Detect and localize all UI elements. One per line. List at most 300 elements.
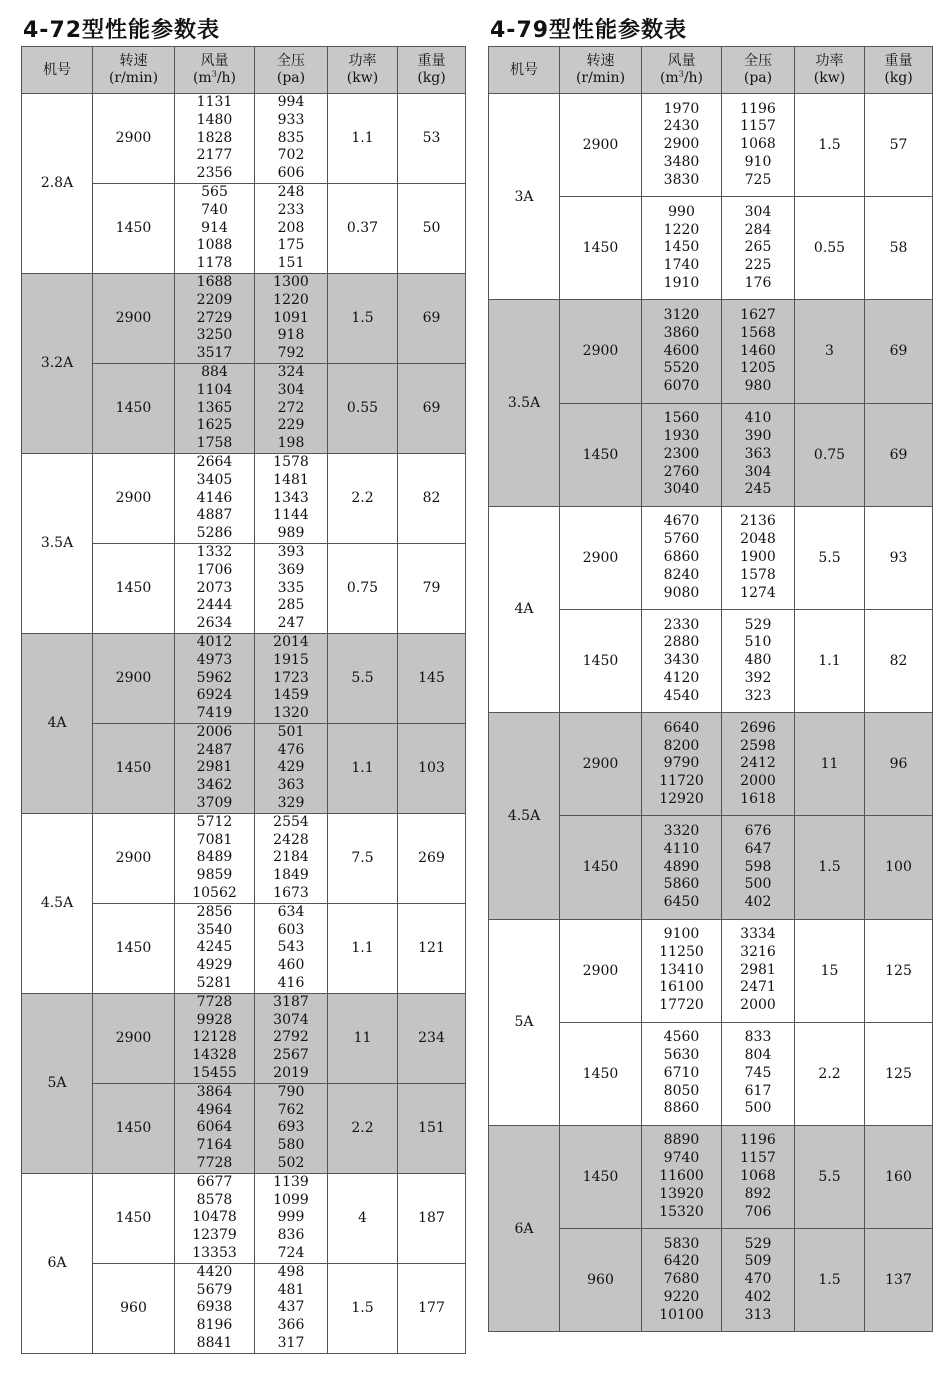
flow-value: 4560 [663, 1029, 700, 1046]
pressure-value: 502 [277, 1155, 305, 1172]
pressure-value: 1618 [740, 790, 776, 807]
flow-value: 3430 [663, 652, 700, 669]
pressure-value: 999 [277, 1209, 305, 1226]
pressure-value: 1915 [273, 651, 309, 668]
flow-cell [642, 94, 722, 197]
header-weight: 重量 (kg) [865, 47, 933, 94]
weight-cell: 58 [865, 197, 933, 300]
pressure-value: 529 [744, 1235, 772, 1252]
pressure-value: 724 [277, 1245, 305, 1261]
header-row [489, 47, 933, 94]
pressure-value: 598 [744, 858, 772, 875]
flow-value: 11720 [659, 773, 704, 790]
pressure-value: 1196 [740, 100, 776, 117]
flow-cell [642, 1022, 722, 1125]
table-row [22, 633, 466, 723]
flow-value: 2729 [196, 309, 233, 326]
pressure-value: 792 [277, 345, 305, 362]
pressure-value: 323 [744, 687, 772, 704]
power-cell: 1.5 [795, 816, 865, 919]
flow-value: 14328 [192, 1047, 237, 1064]
pressure-value: 1568 [740, 324, 776, 341]
pressure-cell [255, 1083, 328, 1173]
flow-value: 13920 [659, 1185, 704, 1202]
pressure-value: 176 [744, 274, 772, 291]
flow-value: 4890 [663, 858, 700, 875]
flow-value: 1625 [196, 417, 233, 434]
pressure-value: 363 [277, 777, 305, 794]
flow-value: 5760 [663, 531, 700, 548]
flow-cell [642, 713, 722, 816]
flow-value: 9220 [663, 1289, 700, 1306]
flow-value: 1706 [196, 561, 233, 578]
weight-cell: 137 [865, 1229, 933, 1332]
flow-value: 3250 [196, 327, 233, 344]
pressure-value: 2412 [740, 755, 776, 772]
pressure-value: 762 [277, 1101, 305, 1118]
header-speed: 转速 (r/min) [93, 47, 175, 94]
table-row [22, 273, 466, 363]
speed-cell: 2900 [93, 453, 175, 543]
speed-cell: 1450 [560, 403, 642, 506]
performance-table-4-79 [488, 46, 933, 1332]
pressure-value: 1723 [273, 669, 309, 686]
pressure-value: 2136 [740, 513, 776, 530]
flow-value: 6860 [663, 548, 700, 565]
flow-value: 8890 [663, 1132, 700, 1149]
header-power: 功率 (kw) [795, 47, 865, 94]
weight-cell: 82 [865, 609, 933, 712]
pressure-value: 1139 [273, 1173, 309, 1190]
weight-cell: 100 [865, 816, 933, 919]
flow-cell [642, 506, 722, 609]
pressure-value: 1578 [740, 566, 776, 583]
flow-value: 740 [201, 201, 228, 218]
flow-value: 2856 [196, 903, 233, 920]
flow-cell [642, 816, 722, 919]
flow-cell [642, 919, 722, 1022]
pressure-value: 835 [277, 129, 305, 146]
pressure-value: 1205 [740, 360, 776, 377]
pressure-value: 3216 [740, 943, 776, 960]
flow-value: 12128 [192, 1029, 237, 1046]
power-cell: 11 [795, 713, 865, 816]
power-cell: 5.5 [795, 506, 865, 609]
flow-value: 1758 [196, 435, 233, 452]
weight-cell: 125 [865, 1022, 933, 1125]
flow-value: 5679 [196, 1281, 233, 1298]
pressure-value: 2184 [273, 849, 309, 866]
flow-value: 914 [201, 219, 228, 236]
pressure-value: 892 [744, 1185, 772, 1202]
flow-value: 15320 [659, 1203, 704, 1220]
speed-cell: 1450 [93, 903, 175, 993]
flow-value: 1740 [663, 257, 700, 274]
power-cell: 1.5 [328, 273, 398, 363]
model-cell: 6A [22, 1173, 93, 1353]
flow-value: 8240 [663, 566, 700, 583]
model-cell: 5A [22, 993, 93, 1173]
speed-cell: 1450 [560, 1125, 642, 1228]
flow-value: 2634 [196, 615, 233, 632]
pressure-value: 543 [277, 939, 305, 956]
flow-value: 9790 [663, 755, 700, 772]
flow-value: 8200 [663, 737, 700, 754]
pressure-cell [255, 633, 328, 723]
flow-value: 4110 [663, 840, 700, 857]
flow-value: 12920 [659, 790, 704, 807]
pressure-value: 510 [744, 634, 772, 651]
flow-value: 1930 [663, 427, 700, 444]
header-weight: 重量 (kg) [398, 47, 466, 94]
table-title: 4-72型性能参数表 [23, 18, 221, 43]
pressure-cell [255, 723, 328, 813]
flow-cell [175, 94, 255, 184]
flow-value: 1131 [196, 94, 233, 110]
pressure-value: 1849 [273, 867, 309, 884]
pressure-value: 2598 [740, 737, 776, 754]
flow-value: 8489 [196, 849, 233, 866]
flow-cell [175, 993, 255, 1083]
weight-cell: 160 [865, 1125, 933, 1228]
flow-value: 3540 [196, 921, 233, 938]
flow-value: 1332 [196, 543, 233, 560]
pressure-value: 410 [744, 410, 772, 427]
pressure-value: 175 [277, 237, 305, 254]
flow-value: 2664 [196, 453, 233, 470]
speed-cell: 2900 [560, 94, 642, 197]
flow-value: 13410 [659, 961, 704, 978]
flow-value: 1104 [196, 381, 233, 398]
speed-cell: 1450 [93, 723, 175, 813]
pressure-value: 392 [744, 669, 772, 686]
power-cell: 5.5 [795, 1125, 865, 1228]
model-cell: 4A [489, 506, 560, 712]
table-row [489, 713, 933, 816]
power-cell: 1.5 [328, 1263, 398, 1353]
flow-value: 4540 [663, 687, 700, 704]
flow-cell [175, 813, 255, 903]
header-pressure: 全压 (pa) [255, 47, 328, 94]
pressure-value: 329 [277, 795, 305, 812]
flow-cell [642, 609, 722, 712]
flow-value: 2356 [196, 165, 233, 182]
pressure-value: 498 [277, 1263, 305, 1280]
pressure-value: 706 [744, 1203, 772, 1220]
flow-value: 2487 [196, 741, 233, 758]
pressure-value: 265 [744, 239, 772, 256]
flow-value: 2209 [196, 291, 233, 308]
flow-value: 5281 [196, 975, 233, 992]
pressure-value: 804 [744, 1047, 772, 1064]
weight-cell: 69 [865, 300, 933, 403]
flow-value: 8860 [663, 1100, 700, 1117]
flow-value: 1365 [196, 399, 233, 416]
flow-value: 2006 [196, 723, 233, 740]
pressure-value: 1220 [273, 291, 309, 308]
flow-value: 4012 [196, 633, 233, 650]
pressure-value: 151 [277, 255, 305, 272]
pressure-value: 2696 [740, 719, 776, 736]
flow-value: 3405 [196, 471, 233, 488]
pressure-value: 580 [277, 1137, 305, 1154]
weight-cell: 103 [398, 723, 466, 813]
table-row [489, 94, 933, 197]
power-cell: 3 [795, 300, 865, 403]
weight-cell: 145 [398, 633, 466, 723]
table-row [22, 453, 466, 543]
flow-value: 7680 [663, 1271, 700, 1288]
pressure-value: 693 [277, 1119, 305, 1136]
flow-value: 4887 [196, 507, 233, 524]
table-row [489, 1125, 933, 1228]
speed-cell: 2900 [93, 273, 175, 363]
weight-cell: 234 [398, 993, 466, 1083]
flow-value: 2981 [196, 759, 233, 776]
pressure-value: 509 [744, 1253, 772, 1270]
flow-value: 4120 [663, 669, 700, 686]
flow-cell [642, 1229, 722, 1332]
flow-cell [175, 183, 255, 273]
model-cell: 3.5A [489, 300, 560, 506]
flow-value: 1910 [663, 274, 700, 291]
pressure-value: 460 [277, 957, 305, 974]
weight-cell: 69 [865, 403, 933, 506]
flow-cell [175, 1263, 255, 1353]
pressure-value: 476 [277, 741, 305, 758]
pressure-value: 324 [277, 363, 305, 380]
power-cell: 2.2 [328, 453, 398, 543]
pressure-value: 2048 [740, 531, 776, 548]
power-cell: 0.55 [328, 363, 398, 453]
pressure-value: 245 [744, 481, 772, 498]
flow-value: 2900 [663, 136, 700, 153]
flow-value: 4670 [663, 513, 700, 530]
header-row [22, 47, 466, 94]
pressure-value: 1068 [740, 136, 776, 153]
header-model: 机号 [489, 47, 560, 94]
flow-value: 3709 [196, 795, 233, 812]
speed-cell: 1450 [560, 197, 642, 300]
pressure-value: 501 [277, 723, 305, 740]
power-cell: 5.5 [328, 633, 398, 723]
flow-value: 8050 [663, 1082, 700, 1099]
flow-value: 4245 [196, 939, 233, 956]
flow-value: 3830 [663, 171, 700, 188]
pressure-value: 933 [277, 111, 305, 128]
power-cell: 0.75 [795, 403, 865, 506]
table-row [22, 813, 466, 903]
table-4-79-section [488, 16, 932, 1332]
flow-value: 1450 [663, 239, 700, 256]
pressure-value: 208 [277, 219, 305, 236]
weight-cell: 177 [398, 1263, 466, 1353]
pressure-cell [722, 506, 795, 609]
pressure-value: 980 [744, 378, 772, 395]
table-row [22, 94, 466, 184]
header-speed: 转速 (r/min) [560, 47, 642, 94]
pressure-cell [255, 813, 328, 903]
table-row [489, 300, 933, 403]
flow-value: 8578 [196, 1191, 233, 1208]
speed-cell: 1450 [560, 816, 642, 919]
flow-value: 6640 [663, 719, 700, 736]
flow-value: 6924 [196, 687, 233, 704]
pressure-value: 317 [277, 1334, 305, 1351]
flow-value: 5712 [196, 813, 233, 830]
flow-cell [642, 403, 722, 506]
speed-cell: 1450 [93, 1083, 175, 1173]
flow-value: 3320 [663, 822, 700, 839]
pressure-value: 2000 [740, 997, 776, 1014]
speed-cell: 1450 [93, 1173, 175, 1263]
flow-value: 2430 [663, 118, 700, 135]
flow-value: 3040 [663, 481, 700, 498]
flow-cell [642, 1125, 722, 1228]
flow-value: 9080 [663, 584, 700, 601]
pressure-value: 2792 [273, 1029, 309, 1046]
pressure-value: 304 [744, 463, 772, 480]
model-cell: 4.5A [489, 713, 560, 919]
weight-cell: 269 [398, 813, 466, 903]
performance-table-4-72 [21, 46, 466, 1354]
pressure-value: 745 [744, 1064, 772, 1081]
pressure-value: 833 [744, 1029, 772, 1046]
flow-value: 11250 [659, 943, 704, 960]
pressure-cell [722, 609, 795, 712]
flow-cell [175, 633, 255, 723]
speed-cell: 2900 [560, 506, 642, 609]
pressure-value: 790 [277, 1083, 305, 1100]
flow-value: 11600 [659, 1168, 704, 1185]
flow-value: 3462 [196, 777, 233, 794]
model-cell: 4.5A [22, 813, 93, 993]
pressure-cell [255, 1263, 328, 1353]
flow-cell [642, 197, 722, 300]
power-cell: 0.55 [795, 197, 865, 300]
pressure-cell [255, 993, 328, 1083]
weight-cell: 121 [398, 903, 466, 993]
pressure-value: 198 [277, 435, 305, 452]
flow-cell [175, 453, 255, 543]
flow-value: 9740 [663, 1150, 700, 1167]
flow-value: 8841 [196, 1334, 233, 1351]
flow-value: 9100 [663, 926, 700, 943]
pressure-value: 1300 [273, 273, 309, 290]
flow-value: 4146 [196, 489, 233, 506]
speed-cell: 1450 [560, 1022, 642, 1125]
pressure-cell [255, 94, 328, 184]
flow-value: 9928 [196, 1011, 233, 1028]
flow-value: 10100 [659, 1306, 704, 1323]
flow-value: 5630 [663, 1047, 700, 1064]
pressure-value: 1460 [740, 342, 776, 359]
model-cell: 4A [22, 633, 93, 813]
power-cell: 1.5 [795, 94, 865, 197]
flow-value: 2444 [196, 597, 233, 614]
model-cell: 3A [489, 94, 560, 300]
pressure-value: 402 [744, 894, 772, 911]
pressure-cell [722, 300, 795, 403]
flow-value: 4929 [196, 957, 233, 974]
weight-cell: 187 [398, 1173, 466, 1263]
power-cell: 1.1 [328, 723, 398, 813]
flow-value: 1178 [196, 255, 233, 272]
power-cell: 2.2 [328, 1083, 398, 1173]
flow-value: 1480 [196, 111, 233, 128]
pressure-value: 233 [277, 201, 305, 218]
pressure-value: 402 [744, 1289, 772, 1306]
pressure-value: 429 [277, 759, 305, 776]
flow-cell [175, 363, 255, 453]
pressure-value: 304 [744, 203, 772, 220]
pressure-value: 229 [277, 417, 305, 434]
pressure-value: 3334 [740, 926, 776, 943]
flow-value: 9859 [196, 867, 233, 884]
header-power: 功率 (kw) [328, 47, 398, 94]
pressure-value: 2019 [273, 1065, 309, 1082]
pressure-value: 634 [277, 903, 305, 920]
flow-value: 13353 [192, 1245, 237, 1261]
weight-cell: 82 [398, 453, 466, 543]
speed-cell: 2900 [93, 813, 175, 903]
pressure-cell [722, 1022, 795, 1125]
pressure-value: 836 [277, 1227, 305, 1244]
pressure-value: 603 [277, 921, 305, 938]
pressure-value: 1481 [273, 471, 309, 488]
flow-value: 5860 [663, 876, 700, 893]
pressure-cell [255, 363, 328, 453]
flow-value: 1688 [196, 273, 233, 290]
pressure-value: 1068 [740, 1168, 776, 1185]
flow-value: 17720 [659, 997, 704, 1014]
pressure-value: 480 [744, 652, 772, 669]
flow-value: 2177 [196, 147, 233, 164]
model-cell: 2.8A [22, 94, 93, 274]
pressure-value: 1343 [273, 489, 309, 506]
table-row [489, 919, 933, 1022]
table-row [22, 1173, 466, 1263]
pressure-value: 2554 [273, 813, 309, 830]
pressure-value: 529 [744, 616, 772, 633]
weight-cell: 57 [865, 94, 933, 197]
pressure-value: 285 [277, 597, 305, 614]
flow-value: 7164 [196, 1137, 233, 1154]
pressure-value: 1274 [740, 584, 776, 601]
pressure-value: 500 [744, 876, 772, 893]
weight-cell: 50 [398, 183, 466, 273]
flow-value: 6070 [663, 378, 700, 395]
pressure-cell [722, 197, 795, 300]
power-cell: 1.1 [328, 903, 398, 993]
pressure-cell [722, 403, 795, 506]
flow-value: 5286 [196, 525, 233, 542]
pressure-value: 1157 [740, 118, 776, 135]
pressure-cell [722, 713, 795, 816]
flow-value: 10478 [192, 1209, 237, 1226]
pressure-value: 225 [744, 257, 772, 274]
flow-value: 2760 [663, 463, 700, 480]
pressure-value: 437 [277, 1299, 305, 1316]
pressure-cell [255, 903, 328, 993]
flow-cell [175, 543, 255, 633]
pressure-value: 1673 [273, 885, 309, 902]
pressure-value: 284 [744, 221, 772, 238]
speed-cell: 2900 [93, 94, 175, 184]
pressure-value: 2428 [273, 831, 309, 848]
flow-cell [175, 723, 255, 813]
pressure-value: 248 [277, 183, 305, 200]
